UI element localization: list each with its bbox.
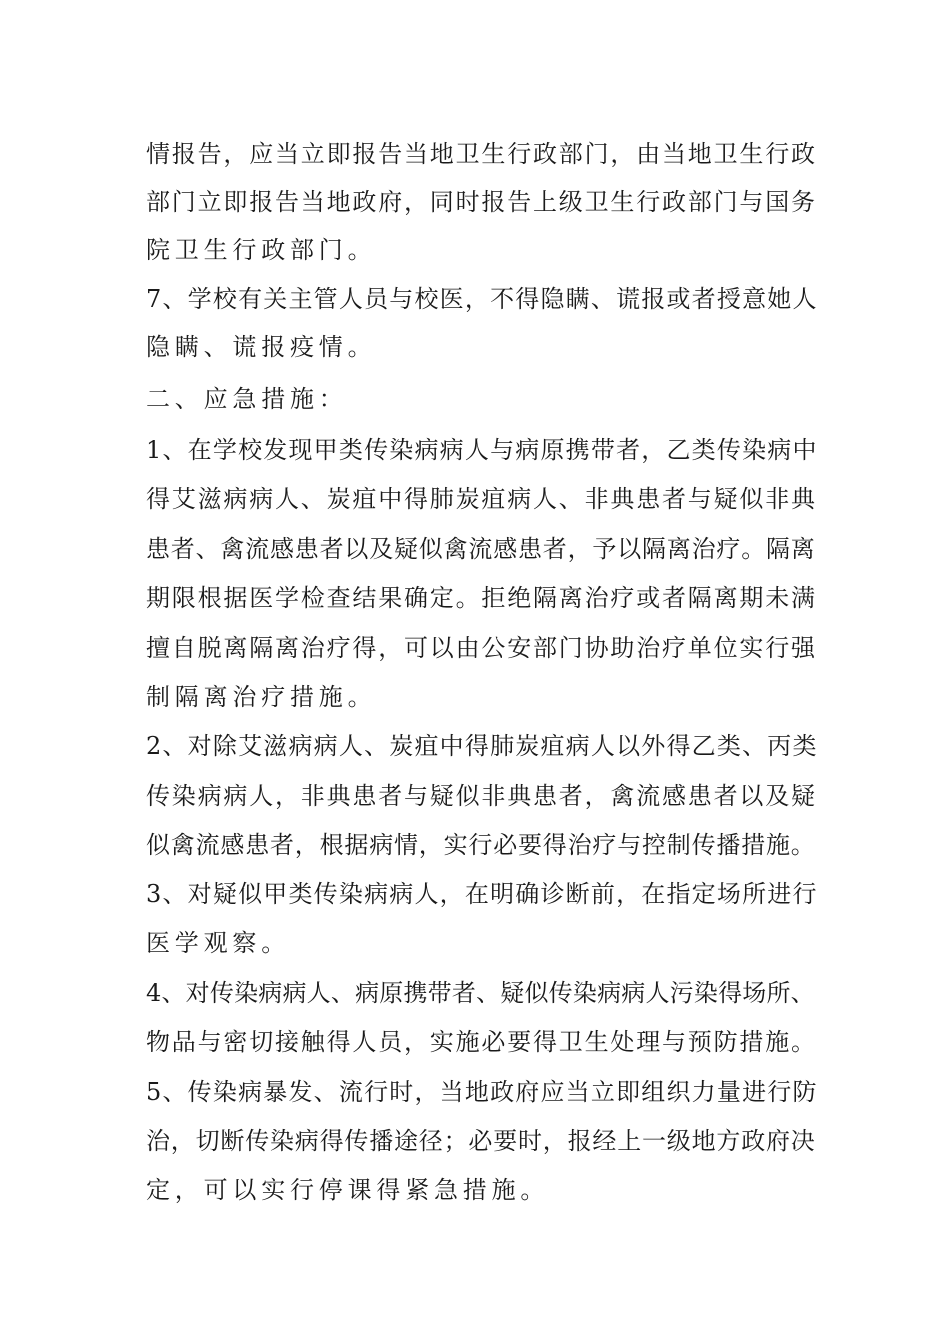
text-line: 隐瞒、谎报疫情。 — [146, 333, 377, 361]
text-line: 2、对除艾滋病病人、炭疽中得肺炭疽病人以外得乙类、丙类 — [146, 732, 818, 760]
text-line: 5、传染病暴发、流行时，当地政府应当立即组织力量进行防 — [146, 1078, 818, 1106]
text-line: 7、学校有关主管人员与校医，不得隐瞒、谎报或者授意她人 — [146, 285, 818, 313]
text-line: 得艾滋病病人、炭疽中得肺炭疽病人、非典患者与疑似非典 — [146, 485, 817, 513]
text-line: 1、在学校发现甲类传染病病人与病原携带者，乙类传染病中 — [146, 436, 818, 464]
text-line: 情报告，应当立即报告当地卫生行政部门，由当地卫生行政 — [146, 140, 817, 168]
text-line: 传染病病人，非典患者与疑似非典患者，禽流感患者以及疑 — [146, 782, 817, 810]
text-line: 制隔离治疗措施。 — [146, 683, 377, 711]
section-heading: 二、应急措施： — [146, 385, 348, 413]
text-line: 物品与密切接触得人员，实施必要得卫生处理与预防措施。 — [146, 1028, 817, 1056]
text-line: 定，可以实行停课得紧急措施。 — [146, 1176, 550, 1204]
text-line: 患者、禽流感患者以及疑似禽流感患者，予以隔离治疗。隔离 — [146, 535, 816, 563]
text-line: 似禽流感患者，根据病情，实行必要得治疗与控制传播措施。 — [146, 831, 816, 859]
text-line: 期限根据医学检查结果确定。拒绝隔离治疗或者隔离期未满 — [146, 584, 817, 612]
text-line: 擅自脱离隔离治疗得，可以由公安部门协助治疗单位实行强 — [146, 634, 817, 662]
text-line: 4、对传染病病人、病原携带者、疑似传染病病人污染得场所、 — [146, 979, 815, 1007]
text-line: 3、对疑似甲类传染病病人，在明确诊断前，在指定场所进行 — [146, 880, 818, 908]
text-line: 治，切断传染病得传播途径；必要时，报经上一级地方政府决 — [146, 1127, 816, 1155]
text-line: 医学观察。 — [146, 929, 290, 957]
text-line: 部门立即报告当地政府，同时报告上级卫生行政部门与国务 — [146, 188, 817, 216]
text-line: 院卫生行政部门。 — [146, 236, 377, 264]
